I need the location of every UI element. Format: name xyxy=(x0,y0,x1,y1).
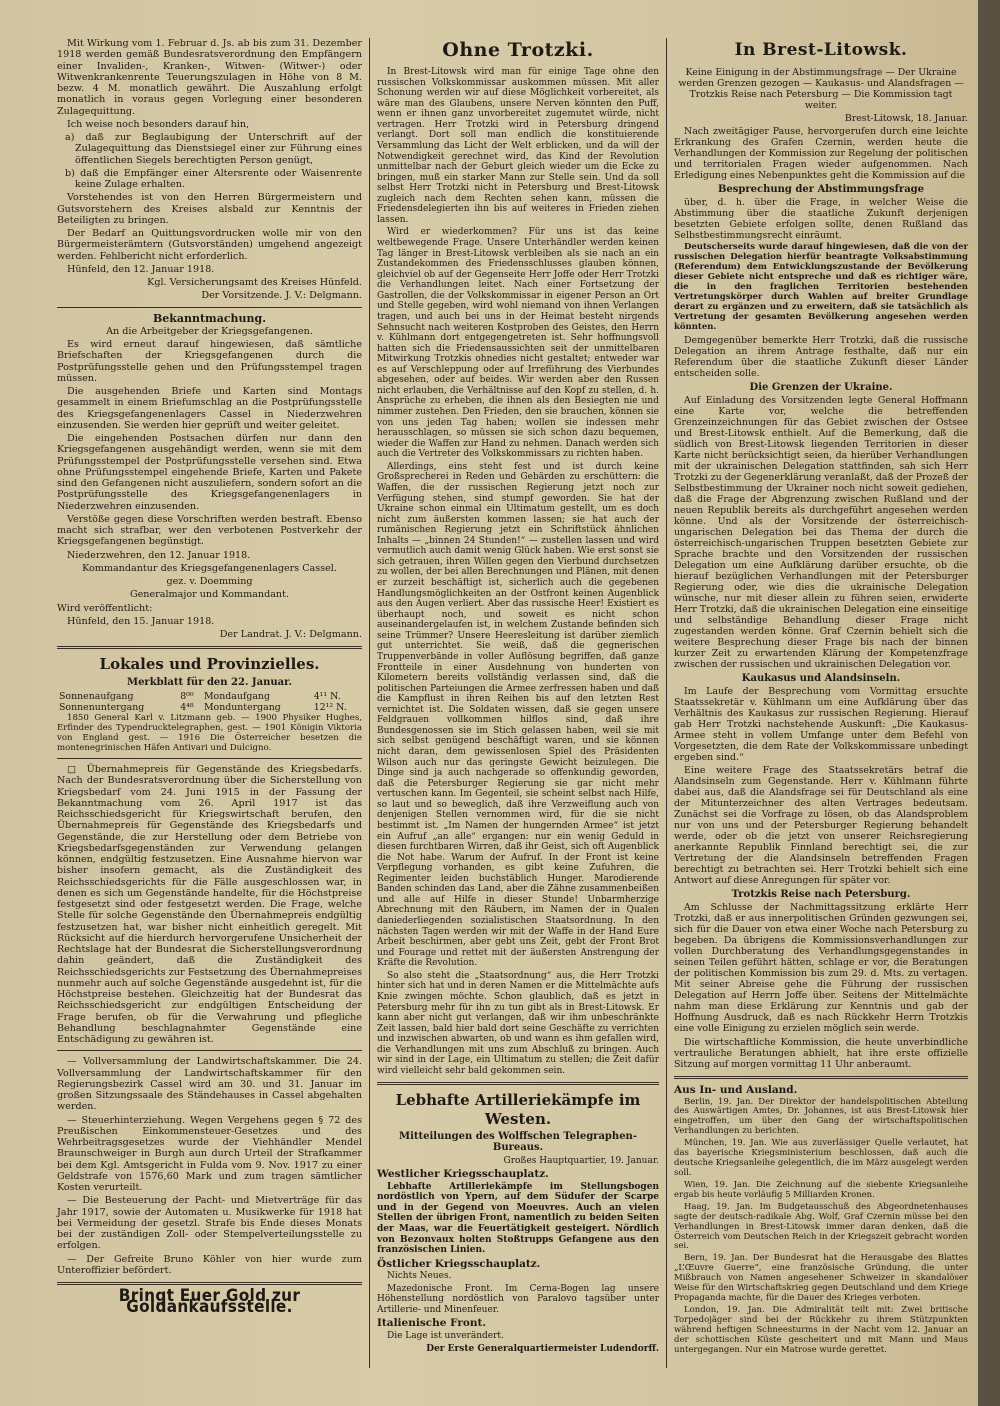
column-middle xyxy=(377,38,659,1356)
almanac-value: 8⁰⁰ xyxy=(180,690,194,702)
notice-paragraph: Verstöße gegen diese Vorschriften werden bestraft. Ebenso macht sich strafbar, wer den verbotenen Postverkehr der Kriegsgefangenen begünstigt. xyxy=(57,513,362,548)
column-left xyxy=(57,38,362,1318)
article-paragraph: Allerdings, eins steht fest und ist durch keine Großsprecherei in Reden und Gebärden zu erschüttern: die Waffen, die der russischen Regierung jetzt noch zur Verfügung stehen, sind stumpf geworden. Sie hat der Ukraine schon einmal ein Ultimatum gestellt, um es doch nicht zum äußersten kommen lassen; sie hat auch der rumänischen Regierung jetzt ein Schriftstück ähnlichen Inhalts — „binnen 24 Stunden!“ — zustellen lassen und wird vermutlich auch damit wenig Glück haben. Wie erst sonst sie sich getrauen, ihren Willen gegen den Vierbund durchsetzen zu wollen, der bei allen Berechnungen und Plänen, mit denen er zurzeit beschäftigt ist, sicherlich auch die gegebenen Handlungsmöglichkeiten an der Ostfront keinen Augenblick aus den Augen verliert. Aber das russische Heer! Existiert es überhaupt noch, und soweit es nicht schon auseinandergelaufen ist, in welchem Zustande befinden sich seine Trümmer? Unsere Heeresleitung ist darüber ziemlich gut unterrichtet. Sie weiß, daß die gegnerischen Truppenverbände in voller Auflösung begriffen, daß ganze Frontteile in einer Ausdehnung von hunderten von Kilometern bereits vollständig verlassen sind, daß die politischen Parteiungen die Armee zerfressen haben und daß die Kampflust in ihren Reihen bis auf den letzten Rest vernichtet ist. Die Soldaten wissen, daß sie gegen unsere Feldgrauen vollkommen hilflos sind, daß ihre Bundesgenossen sie im Stich gelassen haben, weil sie mit sich selbst genügend beschäftigt waren, und sie können nicht daran, dem gewissenlosen Spiel des Präsidenten Wilson auch nur das geringste Gewicht beizulegen. Die Dinge sind ja auch nachgerade so offenkundig geworden, daß die Petersburger Regierung sie gar nicht mehr vertuschen kann. Im Gegenteil, sie scheint selbst nach Hilfe, so laut und so beweglich, daß ihre Verzweiflung auch von denjenigen Stellen vernommen wird, für die sie nicht bestimmt ist. „Im Namen der hungernden Armee“ ist jetzt ein Aufruf „an alle“ ergangen: nur ein wenig Geduld in diesen furchtbaren Wirren, daß ihr Geist, sich oft Augenblick die Not habe. Warum der Aufruf. In der Front ist keine Verpflegung vorhanden, es gibt keine Zufuhren, die Regimenter leiden buchstäblich Hunger. Marodierende Banden schinden das Land, aber die Zähne zusammenbeißen und alle auf Hilfe in dieser Stunde! Unbarmherzige Abrechnung mit den Räubern, im Namen der in Qualen daniederliegenden sozialistischen Staatsordnung. In den nächsten Tagen werden wir mit der Waffe in der Hand Eure Arbeit beschirmen, aber gebt uns Zeit, gebt der Front Brot und Fourage und rettet mit der äußersten Anstrengung der Kräfte die Revolution. xyxy=(377,461,659,969)
section-heading: Bekanntmachung. xyxy=(152,311,267,325)
almanac-label: Mondaufgang xyxy=(203,690,270,702)
notice-paragraph: Der Bedarf an Quittungsvordrucken wolle mir von den Bürgermeisterämtern (Gutsvorständen) umgehend angezeigt werden. Fehlbericht nicht erforderlich. xyxy=(57,228,362,262)
article-paragraph: Auf Einladung des Vorsitzenden legte General Hoffmann eine Karte vor, welche die betreffenden Grenzeinzeichnungen für das Gebiet zwischen der Ostsee und Brest-Litowsk enthielt. Auf die Bemerkung, daß die südlich von Brest-Litowsk liegenden Territorien in dieser Karte nicht berücksichtigt seien, da hierüber Verhandlungen mit der ukrainischen Delegation stattfinden, sah sich Herr Trotzki zu der Gegenerklärung veranlaßt, daß der Prozeß der Selbstbestimmung der Ukrainer noch nicht soweit gediehen, daß die Frage der Abgrenzung zwischen Rußland und der neuen Republik bereits als durchgeführt angesehen werden könne. Und als der Vorsitzende der österreichisch-ungarischen Delegation bei das Thema der durch die österreichisch-ungarischen Truppen besetzten Gebiete zur Sprache brachte und den Vorsitzenden der russischen Delegation um eine Aufklärung darüber ersuchte, ob die hierauf bezüglichen Verhandlungen mit der Petersburger Regierung oder, wie dies die ukrainische Delegation wünsche, nur mit dieser allein zu führen seien, erwiderte Herr Trotzki, daß die ukrainischen Delegation eine einseitige und selbständige Behandlung dieser Frage nicht zugestanden werden könne. Graf Czernin behielt sich die weitere Besprechung dieser Frage bis nach der binnen kurzer Zeit zu erwartenden Klärung der Kompetenzfrage zwischen der russischen und ukrainischen Delegation vor. xyxy=(674,394,968,670)
almanac-value: 12¹² N. xyxy=(313,701,347,713)
notice-paragraph: Die ausgehenden Briefe und Karten sind Montags gesammelt in einem Briefumschlag an die Postprüfungsstelle des Kriegsgefangenenlagers Cassel in Niederzwehren einzusenden. Sie werden hier geprüft und weiter geleitet. xyxy=(57,386,362,431)
notice-signature: Der Landrat. J. V.: Delgmann. xyxy=(219,629,362,640)
article-paragraph: Wird er wiederkommen? Für uns ist das keine weltbewegende Frage. Unsere Unterhändler werden keinen Tag länger in Brest-Litowsk verbleiben als sie nach an ein Zustandekommen des Friedensschlusses glauben können, gleichviel ob auf der Gegenseite Herr Joffe oder Herr Trotzki die Verhandlungen leitet. Nach einer Fortsetzung der Gastrollen, die der Volkskommissar in eigener Person an Ort und Stelle gegeben, wird wohl niemand von ihnen Verlangen tragen, und auch bei uns in der Heimat besteht nirgends Sehnsucht nach weiteren Kostproben des Geistes, den Herrn v. Kühlmann dort entgegengetreten ist. Sehr hoffnungsvoll hatten sich die Friedensaussichten seit der unmittelbaren Mitwirkung Trotzkis ohnedies nicht gestaltet; entweder war es auf Verschleppung oder auf Irreführung des Vierbundes abgesehen, oder auf beides. Wir werden aber den Russen nicht erlauben, die Verhältnisse auf den Kopf zu stellen, d. h. Ansprüche zu erheben, die ihnen als den Besiegten nie und nimmer zustehen. Den Frieden, den sie brauchen, können sie von uns jeden Tag haben; wollen sie indessen mehr herausschlagen, so müssen sie sich schon dazu bequemen, wieder die Waffen zur Hand zu nehmen. Danach werden sich auch die Vertreter des Volkskommissars zu richten haben. xyxy=(377,227,659,460)
divider xyxy=(57,1050,362,1051)
news-item: Wien, 19. Jan. Die Zeichnung auf die siebente Kriegsanleihe ergab bis heute vorläufig 5 Milliarden Kronen. xyxy=(674,1179,968,1200)
notice-paragraph: Mit Wirkung vom 1. Februar d. Js. ab bis zum 31. Dezember 1918 werden gemäß Bundesratsverordnung den Empfängern einer Invaliden-, Kranken-, Witwen- (Witwer-) oder Witwenkrankenrente Teuerungszulagen in Höhe von 8 M. bezw. 4 M. monatlich gewährt. Die Auszahlung erfolgt monatlich in voraus gegen Vorlegung einer besonderen Zulagequittung. xyxy=(57,38,362,117)
section-heading: Die Grenzen der Ukraine. xyxy=(749,381,893,393)
divider xyxy=(57,307,362,308)
local-news-item: — Die Besteuerung der Pacht- und Mietverträge für das Jahr 1917, sowie der Automaten u. Musikwerke für 1918 hat bei Vermeidung der gesetzl. Strafe bis Ende dieses Monats bei der zuständigen Zoll- oder Stempelverteilungsstelle zu erfolgen. xyxy=(57,1195,362,1252)
notice-item-b: b) daß die Empfänger einer Altersrente oder Waisenrente keine Zulage erhalten. xyxy=(65,167,362,190)
section-title: Lokales und Provinzielles. xyxy=(99,655,320,674)
almanac-label: Sonnenuntergang xyxy=(59,701,145,713)
notice-rank: Generalmajor und Kommandant. xyxy=(129,589,290,601)
article-paragraph: In Brest-Litowsk wird man für einige Tage ohne den russischen Volkskommissar auskommen müssen. Mit aller Schonung werden wir auf diese Möglichkeit vorbereitet, als wäre man des Glaubens, unsere Nerven könnten den Puff, wenn er ihnen ganz unvorbereitet zugemutet würde, nicht vertragen. Herr Trotzki wird in Petersburg dringend verlangt. Dort soll man endlich die konstituierende Versammlung das Licht der Welt erblicken, und da will der Notwendigkeit gerechnet wird, das Kind der Revolution unmittelbar nach der Geburt gleich wieder um die Ecke zu bringen, muß ein starker Mann zur Stelle sein. Und da soll selbst Herr Trotzki nicht in Petersburg und Brest-Litowsk zugleich nach dem Rechten sehen kann, müssen die Friedensdelegierten ihn bis auf weiteres in Frieden ziehen lassen. xyxy=(377,67,659,225)
notice-paragraph: Wird veröffentlicht: xyxy=(57,602,153,614)
divider xyxy=(377,1082,659,1085)
news-item: Bern, 19. Jan. Der Bundesrat hat die Herausgabe des Blattes „L’Œuvre Guerre“, eine französische Gründung, die unter Mißbrauch von Namen angesehener Schweizer in skandalöser Weise für den Wirtschaftskrieg gegen Deutschland und dem Kriege Propaganda machte, für die Dauer des Krieges verboten. xyxy=(674,1253,968,1304)
article-paragraph: Im Laufe der Besprechung vom Vormittag ersuchte Staatssekretär v. Kühlmann um eine Aufklärung über das Verhältnis des Kaukasus zur russischen Regierung. Hierauf gab Herr Trotzki nachstehende Auskunft: „Die Kaukasus-Armee steht in vollem Umfange unter dem Befehl von Vorgesetzten, die dem Rate der Volkskommissare unbedingt ergeben sind.“ xyxy=(674,686,968,764)
notice-paragraph: Es wird erneut darauf hingewiesen, daß sämtliche Briefschaften der Kriegsgefangenen durch die Postprüfungsstelle gehen und den Prüfungsstempel tragen müssen. xyxy=(57,339,362,384)
notice-paragraph: Die eingehenden Postsachen dürfen nur dann den Kriegsgefangenen ausgehändigt werden, wenn sie mit dem Prüfungsstempel der Postprüfungsstelle versehen sind. Etwa ohne Prüfungsstempel eingehende Briefe, Karten und Pakete sind den Gefangenen nicht auszuliefern, sondern sofort an die Postprüfungsstelle des Kriegsgefangenenlagers in Niederzwehren einzusenden. xyxy=(57,433,362,512)
article-paragraph: Demgegenüber bemerkte Herr Trotzki, daß die russische Delegation an ihrem Antrage festhalte, daß nur ein Referendum über die staatliche Zukunft dieser Länder entscheiden solle. xyxy=(674,334,968,379)
notice-paragraph: An die Arbeitgeber der Kriegsgefangenen. xyxy=(106,325,313,337)
article-title: Ohne Trotzki. xyxy=(442,39,594,61)
article-paragraph: Am Schlusse der Nachmittagssitzung erklärte Herr Trotzki, daß er aus innerpolitischen Gründen gezwungen sei, sich für die Dauer von etwa einer Woche nach Petersburg zu begeben. Da übrigens die Kommissionsverhandlungen zur vollen Durchberatung des Verhandlungsgegenstandes in seinen Teilen geführt hätten, schlage er vor, die Beratungen der politischen Kommission bis zum 29. d. Mts. zu vertagen. Mit seiner Abreise gehe die Führung der russischen Delegation auf Herrn Joffe über. Seitens der Mittelmächte nahm man diese Erklärung zur Kenntnis und gab der Hoffnung Ausdruck, daß es nach Rückkehr Herrn Trotzkis eine volle Einigung zu erzielen möglich sein werde. xyxy=(674,902,968,1035)
almanac-notes: 1850 General Karl v. Litzmann geb. — 1900 Physiker Hughes, Erfinder des Typendrucktelegraphen, gest. — 1901 Königin Viktoria von England gest. — 1916 Die Österreicher besetzen die montenegrinischen Häfen Antivari und Dulcigno. xyxy=(57,713,362,753)
news-item: Berlin, 19. Jan. Der Direktor der handelspolitischen Abteilung des Auswärtigen Amtes, Dr. Johannes, ist aus Brest-Litowsk hier eingetroffen, um über den Gang der wirtschaftspolitischen Verhandlungen zu berichten. xyxy=(674,1096,968,1137)
notice-signature: gez. v. Doemming xyxy=(166,576,253,587)
article-subtitle: Mitteilungen des Wolffschen Telegraphen-Bureaus. xyxy=(399,1131,637,1153)
report-paragraph: Lebhafte Artilleriekämpfe im Stellungsbogen nordöstlich von Ypern, auf dem Südufer der Scarpe und in der Gegend von Moeuvres. Auch an vielen Stellen der übrigen Front, namentlich zu beiden Seiten der Maas, war die Feuertätigkeit gesteigert. Nördlich von Bezonvaux holten Stoßtrupps Gefangene aus den französischen Linien. xyxy=(377,1181,659,1256)
section-heading: Besprechung der Abstimmungsfrage xyxy=(717,184,925,196)
notice-authority: Kommandantur des Kriegsgefangenenlagers Cassel. xyxy=(82,562,337,574)
report-heading: Westlicher Kriegsschauplatz. xyxy=(377,1168,549,1181)
news-item: München, 19. Jan. Wie aus zuverlässiger Quelle verlautet, hat das bayerische Kriegsministerium beschlossen, daß auch die deutsche Kriegsanleihe gelegentlich, die im März ausgelegt werden soll. xyxy=(674,1138,968,1179)
gold-banner: Bringt Euer Gold zur Goldankaufsstelle. xyxy=(118,1286,301,1318)
notice-signature: Der Vorsitzende. J. V.: Delgmann. xyxy=(201,290,362,302)
column-rule xyxy=(369,38,370,1368)
article-paragraph: über, d. h. über die Frage, in welcher Weise die Abstimmung über die staatliche Zukunft derjenigen besetzten Gebiete erfolgen sollte, denen Rußland das Selbstbestimmungsrecht einräumt. xyxy=(674,197,968,242)
notice-paragraph: Vorstehendes ist von den Herren Bürgermeistern und Gutsvorstehern des Kreises alsbald zur Kenntnis der Beteiligten zu bringen. xyxy=(57,192,362,226)
local-news-item: □ Übernahmepreis für Gegenstände des Kriegsbedarfs. Nach der Bundesratsverordnung über die Sicherstellung von Kriegsbedarf vom 24. Juni 1915 in der Fassung der Bekanntmachung vom 26. April 1917 ist das Reichsschiedsgericht für Kriegswirtschaft berufen, den Übernahmepreis für Gegenstände des Kriegsbedarfs und Gegenstände, die zur Herstellung oder dem Betriebe von Kriegsbedarfsgegenständen zur Verwendung gelangen können, endgültig festzusetzen. Eine Ausnahme hiervon war bisher insofern gemacht, als die Zuständigkeit des Reichsschiedsgerichts für die Fälle ausgeschlossen war, in denen es sich um Gegenstände handelte, für die Höchstpreise festgesetzt sind oder festgesetzt werden. Die Frage, welche Stelle für solche Gegenstände den Übernahmepreis endgültig festzusetzen hat, war bisher nicht einheitlich geregelt. Mit Rücksicht auf die hierdurch hervorgerufene Unsicherheit der Rechtslage hat der Bundesrat die Sicherstellungsverordnung dahin geändert, daß die Zuständigkeit des Reichsschiedsgerichts zur Festsetzung des Übernahmepreises nunmehr auch auf solche Gegenstände ausgedehnt ist, für die Höchstpreise bestehen. Gleichzeitig hat der Bundesrat das Reichsschiedsgericht zur endgültigen Entscheidung der Frage berufen, ob für die Verwahrung und pflegliche Behandlung beschlagnahmter Gegenstände eine Entschädigung zu gewähren ist. xyxy=(57,764,362,1045)
almanac-value: 4⁴⁸ xyxy=(180,701,194,713)
notice-date: Niederzwehren, den 12. Januar 1918. xyxy=(67,549,251,561)
article-lead: Keine Einigung in der Abstimmungsfrage — Der Ukraine werden Grenzen gezogen — Kaukasus- und Alandsfragen — Trotzkis Reise nach Petersburg — Die Kommission tagt weiter. xyxy=(678,67,964,112)
article-paragraph: Eine weitere Frage des Staatssekretärs betraf die Alandsinseln zum Gegenstande. Herr v. Kühlmann führte dabei aus, daß die Alandsfrage sei für Deutschland als eine der Mitunterzeichner des alten Vertrages bedeutsam. Zunächst sei die Vorfrage zu lösen, ob das Alandsproblem nur von uns und der Petersburger Regierung behandelt werde, oder ob die jetzt von unserer Reichsregierung anerkannte Republik Finnland berechtigt sei, die zur Vertretung der die Alandsinseln betreffenden Fragen berechtigt zu betrachten sei. Herr Trotzki behielt sich eine Antwort auf diese Anregungen für später vor. xyxy=(674,765,968,887)
report-paragraph: Nichts Neues. xyxy=(387,1271,452,1282)
news-item: London, 19. Jan. Die Admiralität teilt mit: Zwei britische Torpedojäger sind bei der Rückkehr zu ihrem Stützpunkten während heftigen Schneesturms in der Nacht vom 12. Januar an der schottischen Küste gescheitert und mit Mann und Maus untergegangen. Nur ein Matrose wurde gerettet. xyxy=(674,1305,968,1355)
article-title: In Brest-Litowsk. xyxy=(734,40,908,60)
notice-authority: Kgl. Versicherungsamt des Kreises Hünfeld. xyxy=(147,277,362,288)
section-heading: Trotzkis Reise nach Petersburg. xyxy=(731,889,911,901)
divider xyxy=(57,646,362,649)
divider xyxy=(674,1076,968,1079)
notice-date: Hünfeld, den 15. Januar 1918. xyxy=(67,615,215,627)
notice-paragraph: Ich weise noch besonders darauf hin, xyxy=(67,118,250,130)
column-right xyxy=(674,38,968,1358)
dateline: Großes Hauptquartier, 19. Januar. xyxy=(503,1155,659,1166)
report-heading: Östlicher Kriegsschauplatz. xyxy=(377,1257,541,1270)
almanac-label: Sonnenaufgang xyxy=(59,690,134,702)
section-heading: Aus In- und Ausland. xyxy=(674,1083,798,1096)
local-news-item: — Der Gefreite Bruno Köhler von hier wurde zum Unteroffizier befördert. xyxy=(57,1253,362,1276)
local-news-item: — Vollversammlung der Landwirtschaftskammer. Die 24. Vollversammlung der Landwirtschaftskammer für den Regierungsbezirk Cassel wird am 30. und 31. Januar im großen Sitzungssaale des Ständehauses in Cassel abgehalten werden. xyxy=(57,1056,362,1113)
report-paragraph: Mazedonische Front. Im Cerna-Bogen lag unsere Höhenstellung nordöstlich von Paralovo tagsüber unter Artillerie- und Minenfeuer. xyxy=(377,1283,659,1315)
local-news-item: — Steuerhinterziehung. Wegen Vergehens gegen § 72 des Preußischen Einkommensteuer-Gesetzes und des Wehrbeitragsgesetzes wurde der Viehhändler Mendel Braunschweiger in Burgh aun durch Urteil der Strafkammer bei dem Kgl. Amtsgericht in Fulda vom 9. Nov. 1917 zu einer Geldstrafe von 1576,60 Mark und zum tragen sämtlicher Kosten verurteilt. xyxy=(57,1114,362,1193)
notice-date: Hünfeld, den 12. Januar 1918. xyxy=(67,263,215,275)
report-paragraph: Die Lage ist unverändert. xyxy=(387,1331,504,1341)
almanac-label: Monduntergang xyxy=(203,701,281,713)
column-rule xyxy=(666,38,667,1368)
article-paragraph: So also steht die „Staatsordnung“ aus, die Herr Trotzki hinter sich hat und in deren Namen er die Mittelmächte aufs Knie zwingen möchte. Schon glaublich, daß es jetzt in Petersburg mehr für ihn zu tun gibt als in Brest-Litowsk. Er kann aber nicht gut verlangen, daß wir ihm unbeschränkte Zeit lassen, bald hier bald dort seine Geschäfte zu verrichten und inzwischen abwarten, ob und wann es ihm gefallen wird, die Verhandlungen mit uns zum Abschluß zu bringen. Auch wir sind in der Lage, ein Ultimatum zu stellen; die Zeit dafür wird vielleicht sehr bald gekommen sein. xyxy=(377,970,659,1076)
dateline: Brest-Litowsk, 18. Januar. xyxy=(844,113,968,125)
almanac-value: 4¹¹ N. xyxy=(313,690,341,702)
divider xyxy=(57,1282,362,1285)
report-heading: Italienische Front. xyxy=(377,1317,487,1330)
news-item: Haag, 19. Jan. Im Budgetausschuß des Abgeordnetenhauses sagte der deutsch-radikale Abg. Wolf, Graf Czernin müsse bei den Verhandlungen in Brest-Litowsk immer daran denken, daß die Österreich vom Deutschen Reich in der Kriegszeit gebracht worden sei. xyxy=(674,1201,968,1252)
divider xyxy=(57,758,362,759)
section-heading: Kaukasus und Alandsinseln. xyxy=(741,673,901,684)
article-paragraph: Nach zweitägiger Pause, hervorgerufen durch eine leichte Erkrankung des Grafen Czernin, werden heute die Verhandlungen der Kommission zur Regelung der politischen und territorialen Fragen wieder aufgenommen. Nach Erledigung eines Nebenpunktes geht die Kommission auf die xyxy=(674,126,968,182)
article-title: Lebhafte Artilleriekämpfe im Westen. xyxy=(395,1091,641,1129)
page-edge xyxy=(978,0,1000,1406)
report-signature: Der Erste Generalquartiermeister Ludendorff. xyxy=(426,1343,659,1354)
section-heading: Merkblatt für den 22. Januar. xyxy=(127,677,292,689)
article-paragraph: Die wirtschaftliche Kommission, die heute unverbindliche vertrauliche Beratungen abhielt, hat ihre erste offizielle Sitzung auf morgen vormittag 11 Uhr anberaumt. xyxy=(674,1036,968,1070)
article-paragraph: Deutscherseits wurde darauf hingewiesen, daß die von der russischen Delegation hierfür beantragte Volksabstimmung (Referendum) dem Entwicklungszustande der Bevölkerung dieser Gebiete nicht entspreche und daß es richtiger wäre, die in den fraglichen Territorien bestehenden Vertretungskörper durch Wahlen auf breiter Grundlage derart zu ergänzen und zu erweitern, daß sie tatsächlich als Vertretung der gesamten Bevölkerung angesehen werden könnten. xyxy=(674,242,968,332)
notice-item-a: a) daß zur Beglaubigung der Unterschrift auf der Zulagequittung das Dienstsiegel einer zur Führung eines öffentlichen Siegels berechtigten Person genügt, xyxy=(65,132,362,166)
almanac-table xyxy=(57,691,362,714)
